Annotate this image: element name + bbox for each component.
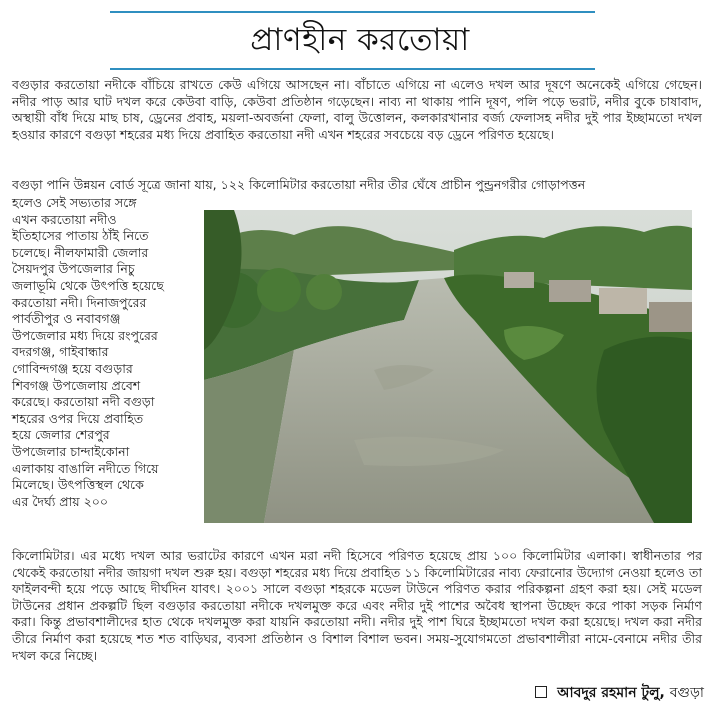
side-line: মিলেছে। উৎপত্তিস্থল থেকে <box>12 477 144 493</box>
side-line: হয়ে জেলার শেরপুর <box>12 427 110 443</box>
side-line: হলেও সেই সভ্যতার সঙ্গে <box>12 195 137 210</box>
byline-location: বগুড়া <box>669 685 704 701</box>
side-line: করেছে। করতোয়া নদী বগুড়া <box>12 394 155 410</box>
article-paragraph-3: কিলোমিটার। এর মধ্যে দখল আর ভরাটের কারণে এখন মরা নদী হিসেবে পরিণত হয়েছে প্রায় ১০০ কিলোমিটার এলাকা। স্বাধীনতার পর থেকেই করতোয়া নদীর জায়গা দখল শুরু হয়। বগুড়া শহরের মধ্য দিয়ে প্রবাহিত ১১ কিলোমিটারের নাব্য ফেরানোর উদ্যোগ নেওয়া হলেও তা ফাইলবন্দী হয়ে পড়ে আছে দীর্ঘদিন যাবৎ। ২০০১ সালে বগুড়া শহরকে মডেল টাউনে পরিণত করার পরিকল্পনা গ্রহণ করা হয়। সেই মডেল টাউনের প্রধান প্রকল্পটি ছিল বগুড়ার করতোয়া নদীকে দখলমুক্ত করে এবং নদীর দুই পাশের অবৈধ স্থাপনা উচ্ছেদ করে পাকা সড়ক নির্মাণ করা। কিন্তু প্রভাবশালীদের হাত থেকে দখলমুক্ত করা যায়নি করতোয়া নদী। নদীর দুই পাশ ঘিরে ইচ্ছামতো দখল করা হয়েছে। দখল করা নদীর তীরে নির্মাণ করা হয়েছে শত শত বাড়িঘর, ব্যবসা প্রতিষ্ঠান ও বিশাল বিশাল ভবন। সময়-সুযোগমতো প্রভাবশালীরা নামে-বেনামে নদীর তীর দখল করে নিচ্ছে। <box>12 548 702 663</box>
square-bullet-icon <box>535 686 547 698</box>
headline-rule-top <box>110 11 595 13</box>
headline: প্রাণহীন করতোয়া <box>250 22 470 58</box>
side-line: শহরের ওপর দিয়ে প্রবাহিত <box>12 410 144 426</box>
byline-separator: , <box>659 685 665 701</box>
river-photo-illustration <box>204 210 692 523</box>
side-line: এর দৈর্ঘ্য প্রায় ২০০ <box>12 493 108 509</box>
side-line: গোবিন্দগঞ্জ হয়ে বগুড়ার <box>12 360 133 376</box>
side-line: শিবগঞ্জ উপজেলায় প্রবেশ <box>12 377 141 393</box>
side-line: চলেছে। নীলফামারী জেলার <box>12 244 149 260</box>
side-line: এখন করতোয়া নদীও <box>12 211 117 227</box>
article-side-column <box>12 195 202 510</box>
side-line: করতোয়া নদী। দিনাজপুরের <box>12 294 147 310</box>
article-line-full: বগুড়া পানি উন্নয়ন বোর্ড সূত্রে জানা যায়, ১২২ কিলোমিটার করতোয়া নদীর তীর ঘেঁষে প্রাচীন পুন্ড্রনগরীর গোড়াপত্তন <box>12 177 586 192</box>
byline <box>535 684 704 702</box>
side-line: পার্বতীপুর ও নবাবগঞ্জ <box>12 311 121 327</box>
side-line: উপজেলার চান্দাইকোনা <box>12 443 130 459</box>
article-paragraph-1: বগুড়ার করতোয়া নদীকে বাঁচিয়ে রাখতে কেউ এগিয়ে আসছেন না। বাঁচাতে এগিয়ে না এলেও দখল আর দূষণে অনেকেই এগিয়ে গেছেন। নদীর পাড় আর ঘাট দখল করে কেউবা বাড়ি, কেউবা প্রতিষ্ঠান গড়েছেন। নাব্য না থাকায় পানি দূষণ, পলি পড়ে ভরাট, নদীর বুকে চাষাবাদ, অস্থায়ী বাঁধ দিয়ে মাছ চাষ, ড্রেনের প্রবাহ, ময়লা-অবর্জনা ফেলা, বালু উত্তোলন, কলকারখানার বর্জ্য ফেলাসহ নদীর দুই পার ইচ্ছামতো দখল হওয়ার কারণে বগুড়া শহরের মধ্য দিয়ে প্রবাহিত করতোয়া নদী এখন শহরের সবচেয়ে বড় ড্রেনে পরিণত হয়েছে। <box>12 77 702 142</box>
side-line: উপজেলার মধ্য দিয়ে রংপুরের <box>12 327 158 343</box>
side-line: ইতিহাসের পাতায় ঠাঁই নিতে <box>12 228 149 244</box>
side-line: জলাভূমি থেকে উৎপত্তি হয়েছে <box>12 277 164 293</box>
side-line: বদরগঞ্জ, গাইবান্ধার <box>12 344 109 360</box>
byline-author: আবদুর রহমান টুলু <box>557 685 660 701</box>
headline-rule-bottom <box>110 68 595 70</box>
side-line: সৈয়দপুর উপজেলার নিচু <box>12 261 135 277</box>
side-line: এলাকায় বাঙালি নদীতে গিয়ে <box>12 460 159 476</box>
river-photo <box>204 210 692 523</box>
